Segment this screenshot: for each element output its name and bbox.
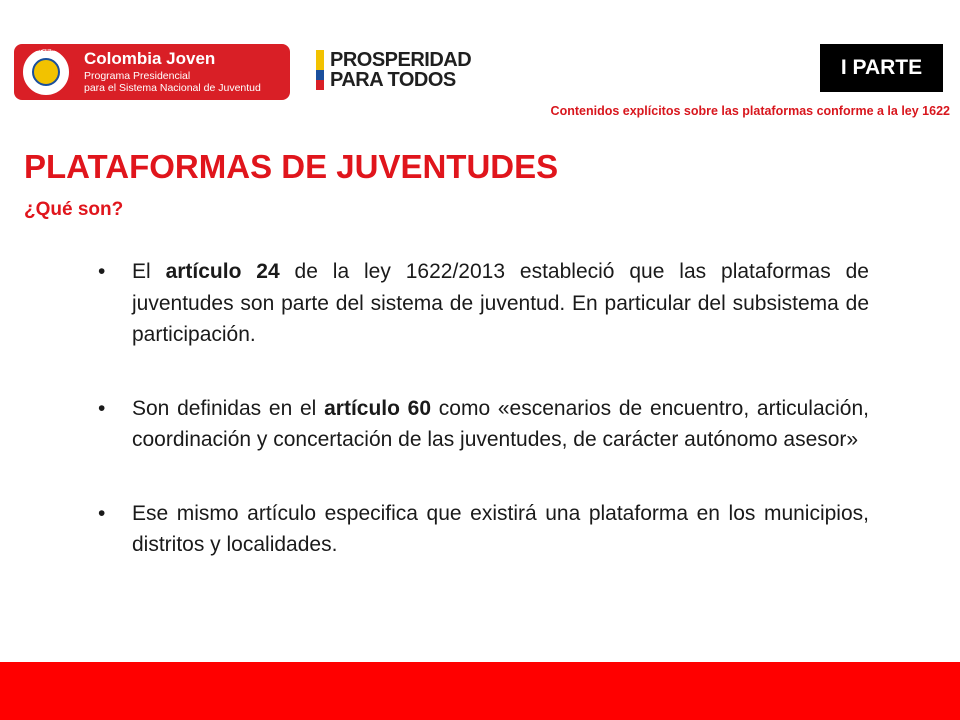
header [0,0,960,130]
part-badge: I PARTE [820,44,943,92]
flag-icon [316,50,324,90]
header-subtitle: Contenidos explícitos sobre las plataformas conforme a la ley 1622 [550,104,950,118]
prosperidad-logo: PROSPERIDAD PARA TODOS [316,50,476,92]
logo-title: Colombia Joven [84,49,216,68]
page-subtitle: ¿Qué son? [24,199,124,220]
page-title: PLATAFORMAS DE JUVENTUDES [24,148,559,185]
logo-subtitle: Programa Presidencial para el Sistema Nacional de Juventud [84,70,261,94]
bullet-icon: • [98,501,106,525]
colombia-joven-logo [14,44,290,100]
bullet-list [98,256,869,603]
bullet-item: • Ese mismo artículo especifica que existirá una plataforma en los municipios, distritos y localidades. [98,498,869,561]
coat-of-arms-icon: REPÚBLICA [20,46,72,98]
bullet-icon: • [98,260,106,283]
bullet-item: • El artículo 24 de la ley 1622/2013 estableció que las plataformas de juventudes son parte del sistema de juventud. En particular del subsistema de participación. [98,256,869,351]
bullet-item: • Son definidas en el artículo 60 como «escenarios de encuentro, articulación, coordinación y concertación de las juventudes, de carácter autónomo asesor» [98,393,869,456]
footer-bar [0,662,960,720]
bullet-icon: • [98,396,106,420]
